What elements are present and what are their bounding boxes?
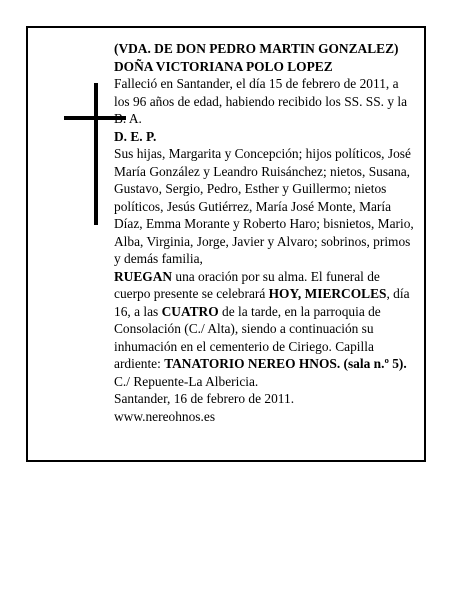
dep-line: D. E. P. — [114, 128, 157, 144]
death-text: Falleció en Santander, el día 15 de febrero de 2011, a los 96 años de edad, habiendo recibido los SS. SS. y la B. A. — [114, 76, 408, 126]
address-line: C./ Repuente-La Albericia. — [114, 373, 259, 389]
header-line-2: DOÑA VICTORIANA POLO LOPEZ — [114, 58, 333, 74]
ruegan-label: RUEGAN — [114, 268, 173, 284]
tanatorio-label: TANATORIO NEREO HNOS. (sala n.º 5). — [164, 356, 407, 371]
cuatro-label: CUATRO — [161, 303, 219, 319]
date-line: Santander, 16 de febrero de 2011. — [114, 391, 295, 406]
hoy-label: HOY, MIERCOLES — [268, 286, 387, 301]
website-link: www.nereohnos.es — [114, 408, 216, 424]
obituary-text — [114, 40, 416, 425]
header-line-1: (VDA. DE DON PEDRO MARTIN GONZALEZ) — [114, 41, 399, 56]
funeral-text: RUEGAN una oración por su alma. El funeral de cuerpo presente se celebrará HOY, MIERCOLES, día 16, a las CUATRO de la tarde, en la parroquia de Consolación (C./ Alta), siendo a continuación su inhumación en el cementerio de Ciriego. Capilla ardiente: TANATORIO NEREO HNOS. (sala n.º 5). — [114, 268, 410, 371]
cross-icon-vertical — [94, 83, 98, 225]
family-text: Sus hijas, Margarita y Concepción; hijos políticos, José María González y Leandro Ruisánchez; nietos, Susana, Gustavo, Sergio, Pedro, Esther y Guillermo; nietos políticos, Jesús Gutiérrez, María José Monte, María Díaz, Emma Morante y Roberto Haro; bisnietos, Mario, Alba, Virginia, Jorge, Javier y Alvaro; sobrinos, primos y demás familia, — [114, 146, 414, 266]
